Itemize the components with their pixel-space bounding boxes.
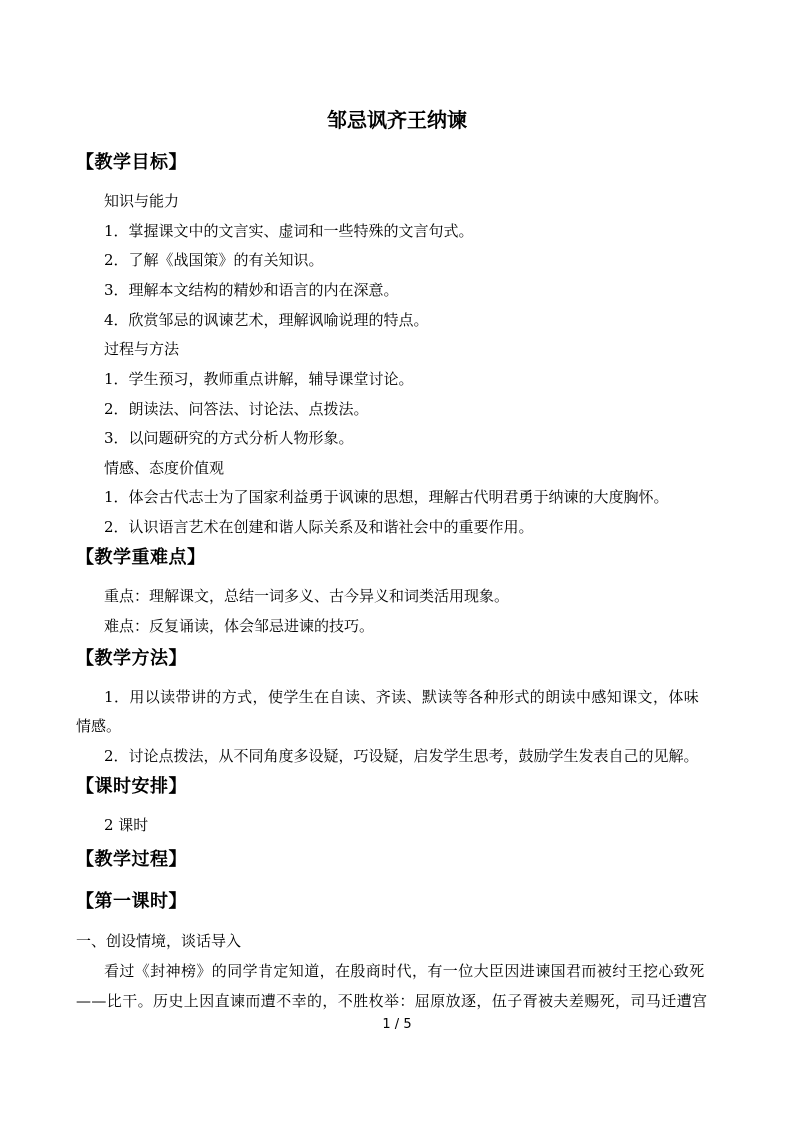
section-heading-first-lesson: 【第一课时】 [76,891,187,912]
list-item: 1．掌握课文中的文言实、虚词和一些特殊的文言句式。 [104,222,474,240]
schedule-text: 2 课时 [104,816,149,834]
section-heading-keypoints: 【教学重难点】 [76,547,206,568]
list-item: 2．了解《战国策》的有关知识。 [104,251,324,269]
list-item: 4．欣赏邹忌的讽谏艺术，理解讽喻说理的特点。 [104,311,429,329]
list-item: 3．以问题研究的方式分析人物形象。 [104,429,354,447]
subheading-emotion: 情感、态度价值观 [104,459,225,477]
paragraph-line: ——比干。历史上因直谏而遭不幸的，不胜枚举：屈原放逐，伍子胥被夫差赐死，司马迁遭宫 [76,992,708,1010]
subheading-process: 过程与方法 [104,340,180,358]
subheading-knowledge: 知识与能力 [104,192,180,210]
document-title: 邹忌讽齐王纳谏 [327,108,467,132]
list-item: 3．理解本文结构的精妙和语言的内在深意。 [104,281,399,299]
list-item: 2．朗读法、问答法、讨论法、点拨法。 [104,400,369,418]
step-heading: 一、创设情境，谈话导入 [76,932,242,950]
list-item: 2．讨论点拨法，从不同角度多设疑，巧设疑，启发学生思考，鼓励学生发表自己的见解。 [104,747,699,765]
section-heading-process: 【教学过程】 [76,849,187,870]
key-point-text: 重点：理解课文，总结一词多义、古今异义和词类活用现象。 [104,587,510,605]
section-heading-methods: 【教学方法】 [76,648,187,669]
list-item: 2．认识语言艺术在创建和谐人际关系及和谐社会中的重要作用。 [104,518,534,536]
section-heading-schedule: 【课时安排】 [76,776,187,797]
page-number: 1 / 5 [382,1017,412,1032]
list-item: 1．体会古代志士为了国家利益勇于讽谏的思想，理解古代明君勇于纳谏的大度胸怀。 [104,488,669,506]
paragraph-line: 看过《封神榜》的同学肯定知道，在殷商时代，有一位大臣因进谏国君而被纣王挖心致死 [104,962,705,980]
list-item-continuation: 情感。 [76,717,122,735]
list-item: 1．用以读带讲的方式，使学生在自读、齐读、默读等各种形式的朗读中感知课文，体味 [104,688,700,706]
list-item: 1．学生预习，教师重点讲解，辅导课堂讨论。 [104,370,414,388]
section-heading-goals: 【教学目标】 [76,152,187,173]
difficult-point-text: 难点：反复诵读，体会邹忌进谏的技巧。 [104,617,375,635]
